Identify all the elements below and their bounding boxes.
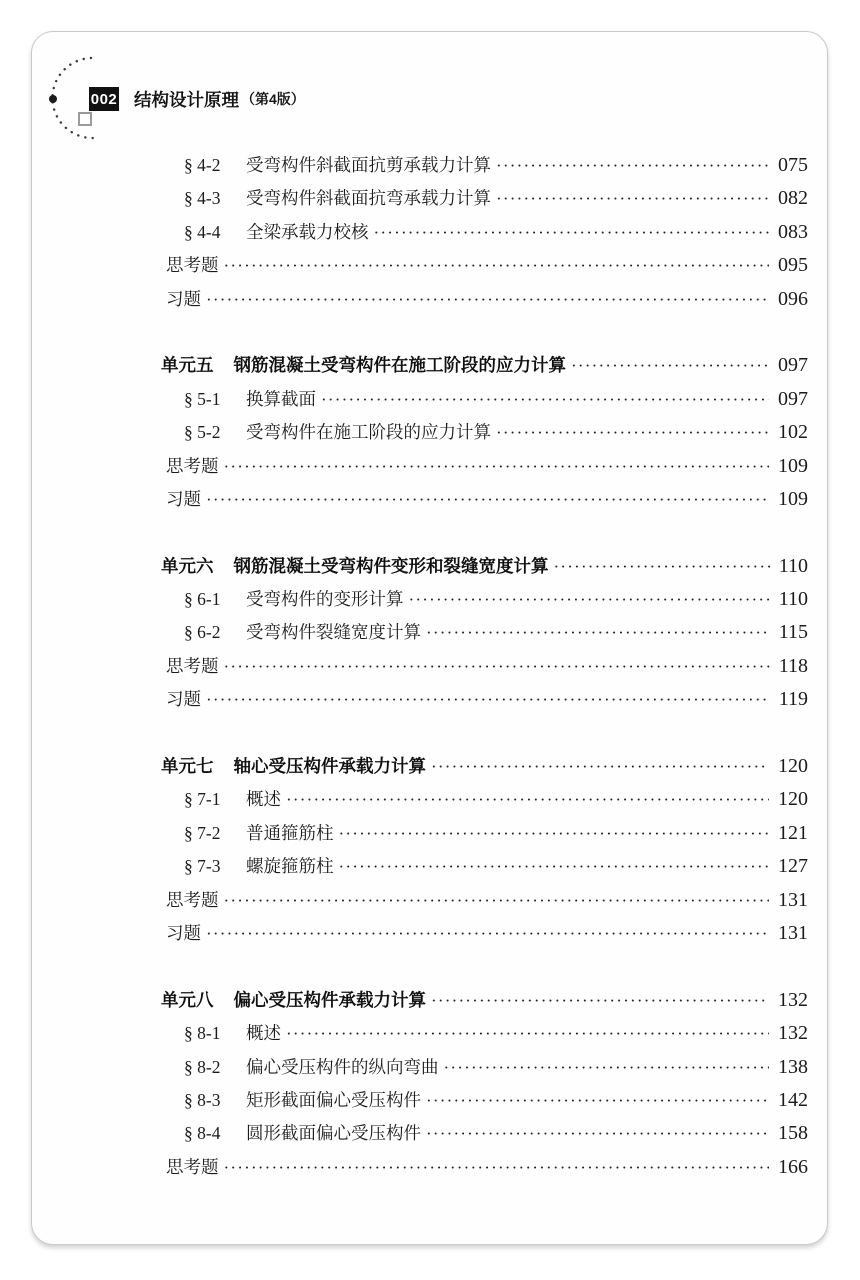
- entry-label: [161, 984, 426, 1017]
- entry-number: 单元五: [161, 355, 214, 376]
- entry-page-number: 075: [778, 154, 808, 176]
- entry-label: [184, 583, 404, 616]
- entry-title: 习题: [166, 488, 201, 509]
- entry-label: [166, 1151, 219, 1184]
- dot-leader: [431, 750, 769, 784]
- entry-number: § 8-1: [184, 1023, 221, 1044]
- toc-group: [161, 750, 808, 950]
- entry-label: [184, 783, 281, 816]
- entry-page-number: 142: [778, 1088, 808, 1111]
- entry-label: [166, 683, 201, 716]
- entry-page-number: 131: [778, 888, 808, 911]
- dot-leader: [224, 249, 770, 283]
- toc-group: [161, 550, 808, 717]
- entry-page-number: 138: [778, 1055, 808, 1078]
- toc-entry: [161, 283, 808, 316]
- entry-title: 换算截面: [246, 388, 316, 409]
- page-number-badge: [89, 87, 119, 111]
- entry-title: 矩形截面偏心受压构件: [246, 1089, 421, 1110]
- entry-label: [184, 1084, 421, 1117]
- entry-title: 受弯构件斜截面抗弯承载力计算: [246, 188, 491, 209]
- entry-title: 螺旋箍筋柱: [246, 856, 334, 877]
- entry-number: § 7-2: [184, 822, 221, 843]
- toc-group: [161, 984, 808, 1184]
- entry-title: 钢筋混凝土受弯构件变形和裂缝宽度计算: [233, 555, 549, 576]
- dot-leader: [206, 283, 769, 317]
- dot-leader: [286, 1017, 769, 1051]
- bullet-dot-icon: [49, 95, 57, 103]
- toc-entry: [161, 149, 808, 182]
- entry-title: 受弯构件斜截面抗剪承载力计算: [246, 155, 491, 175]
- dot-leader: [426, 616, 770, 650]
- entry-page-number: 109: [778, 454, 808, 477]
- entry-title: 圆形截面偏心受压构件: [246, 1123, 421, 1144]
- dot-leader: [496, 149, 769, 183]
- entry-page-number: 095: [778, 254, 808, 277]
- toc-entry: [161, 683, 808, 716]
- entry-label: [166, 249, 219, 282]
- toc-entry: [161, 917, 808, 950]
- entry-page-number: 102: [778, 421, 808, 444]
- entry-title: 习题: [166, 288, 201, 309]
- toc-unit-heading: [161, 984, 808, 1017]
- toc-entry: [161, 249, 808, 282]
- entry-title: 思考题: [166, 1156, 219, 1177]
- toc-entry: [161, 1151, 808, 1184]
- entry-label: [184, 182, 491, 215]
- toc-unit-heading: [161, 750, 808, 783]
- entry-title: 概述: [246, 1023, 281, 1044]
- dot-leader: [206, 683, 770, 717]
- dot-leader: [224, 450, 770, 484]
- dot-leader: [224, 1151, 770, 1185]
- entry-label: [184, 817, 334, 850]
- toc-entry: [161, 650, 808, 683]
- entry-title: 偏心受压构件承载力计算: [233, 989, 426, 1010]
- entry-label: [184, 149, 491, 182]
- entry-number: § 4-3: [184, 188, 221, 209]
- entry-title: 钢筋混凝土受弯构件在施工阶段的应力计算: [233, 355, 566, 376]
- book-title-text: 结构设计原理: [134, 89, 239, 110]
- running-head: [134, 87, 305, 111]
- entry-number: § 8-2: [184, 1056, 221, 1077]
- entry-number: 单元八: [161, 989, 214, 1010]
- entry-page-number: 110: [778, 588, 808, 611]
- toc-entry: [161, 416, 808, 449]
- entry-label: [184, 1017, 281, 1050]
- dot-leader: [431, 984, 769, 1018]
- dot-leader: [206, 483, 769, 517]
- toc-entry: [161, 1084, 808, 1117]
- entry-page-number: 115: [778, 621, 808, 644]
- entry-number: § 5-1: [184, 388, 221, 409]
- dot-leader: [554, 550, 770, 584]
- entry-label: [184, 616, 421, 649]
- dot-leader: [571, 349, 769, 383]
- entry-page-number: 120: [778, 755, 808, 778]
- entry-label: [184, 1051, 439, 1084]
- entry-title: 受弯构件在施工阶段的应力计算: [246, 422, 491, 443]
- entry-title: 思考题: [166, 889, 219, 910]
- entry-page-number: 127: [778, 855, 808, 878]
- entry-label: [161, 750, 426, 783]
- entry-title: 习题: [166, 922, 201, 943]
- toc-group: [161, 149, 808, 316]
- entry-title: 轴心受压构件承载力计算: [233, 756, 426, 777]
- entry-title: 思考题: [166, 655, 219, 676]
- toc-entry: [161, 817, 808, 850]
- entry-number: § 7-1: [184, 789, 221, 810]
- entry-label: [161, 349, 566, 382]
- toc-entry: [161, 383, 808, 416]
- decorative-square: [78, 112, 92, 126]
- dot-leader: [206, 917, 769, 951]
- entry-label: [184, 383, 316, 416]
- entry-number: § 4-4: [184, 221, 221, 242]
- dot-leader: [286, 783, 769, 817]
- entry-title: 习题: [166, 689, 201, 710]
- entry-title: 全梁承载力校核: [246, 221, 369, 242]
- entry-page-number: 082: [778, 187, 808, 210]
- entry-number: 单元六: [161, 555, 214, 576]
- dot-leader: [426, 1117, 769, 1151]
- entry-page-number: 110: [778, 554, 808, 577]
- dot-leader: [339, 850, 770, 884]
- dot-leader: [339, 817, 770, 851]
- toc-entry: [161, 1017, 808, 1050]
- dot-leader: [374, 216, 770, 250]
- entry-label: [184, 850, 334, 883]
- toc-entry: [161, 783, 808, 816]
- entry-page-number: 083: [778, 220, 808, 243]
- entry-number: § 5-2: [184, 422, 221, 443]
- entry-page-number: 158: [778, 1122, 808, 1145]
- dot-leader: [224, 650, 770, 684]
- entry-label: [166, 884, 219, 917]
- entry-number: § 7-3: [184, 856, 221, 877]
- entry-title: 普通箍筋柱: [246, 822, 334, 843]
- entry-label: [166, 450, 219, 483]
- table-of-contents: [161, 149, 808, 1184]
- entry-title: 思考题: [166, 455, 219, 476]
- entry-title: 偏心受压构件的纵向弯曲: [246, 1056, 439, 1077]
- toc-group: [161, 349, 808, 516]
- toc-entry: [161, 850, 808, 883]
- dot-leader: [444, 1051, 770, 1085]
- entry-title: 受弯构件裂缝宽度计算: [246, 622, 421, 643]
- entry-page-number: 097: [778, 354, 808, 377]
- page-number-label: 002: [90, 90, 118, 108]
- entry-label: [184, 1117, 421, 1150]
- toc-unit-heading: [161, 349, 808, 382]
- entry-page-number: 119: [778, 688, 808, 711]
- toc-entry: [161, 1051, 808, 1084]
- entry-page-number: 120: [778, 788, 808, 811]
- entry-title: 思考题: [166, 255, 219, 276]
- edition-text: （第4版）: [241, 91, 305, 107]
- toc-entry: [161, 450, 808, 483]
- toc-entry: [161, 182, 808, 215]
- entry-number: § 4-2: [184, 155, 221, 175]
- entry-page-number: 166: [778, 1155, 808, 1178]
- entry-page-number: 118: [778, 654, 808, 677]
- entry-page-number: 109: [778, 487, 808, 510]
- entry-page-number: 097: [778, 387, 808, 410]
- dot-leader: [496, 182, 769, 216]
- toc-entry: [161, 583, 808, 616]
- toc-entry: [161, 483, 808, 516]
- entry-number: § 8-4: [184, 1123, 221, 1144]
- entry-page-number: 096: [778, 287, 808, 310]
- entry-label: [184, 216, 369, 249]
- toc-entry: [161, 616, 808, 649]
- entry-title: 受弯构件的变形计算: [246, 589, 404, 610]
- entry-number: § 8-3: [184, 1089, 221, 1110]
- entry-page-number: 132: [778, 1022, 808, 1045]
- dot-leader: [224, 884, 770, 918]
- entry-label: [166, 483, 201, 516]
- dot-leader: [496, 416, 769, 450]
- toc-unit-heading: [161, 550, 808, 583]
- entry-number: § 6-2: [184, 622, 221, 643]
- entry-number: 单元七: [161, 756, 214, 777]
- book-page: [31, 31, 828, 1245]
- entry-page-number: 132: [778, 988, 808, 1011]
- entry-page-number: 131: [778, 921, 808, 944]
- dot-leader: [409, 583, 770, 617]
- entry-title: 概述: [246, 789, 281, 810]
- entry-page-number: 121: [778, 821, 808, 844]
- dot-leader: [321, 383, 769, 417]
- toc-entry: [161, 884, 808, 917]
- entry-label: [166, 283, 201, 316]
- entry-label: [161, 550, 549, 583]
- entry-label: [166, 917, 201, 950]
- entry-label: [166, 650, 219, 683]
- dotted-arc: [52, 58, 94, 138]
- dot-leader: [426, 1084, 769, 1118]
- entry-label: [184, 416, 491, 449]
- toc-entry: [161, 216, 808, 249]
- toc-entry: [161, 1117, 808, 1150]
- entry-number: § 6-1: [184, 589, 221, 610]
